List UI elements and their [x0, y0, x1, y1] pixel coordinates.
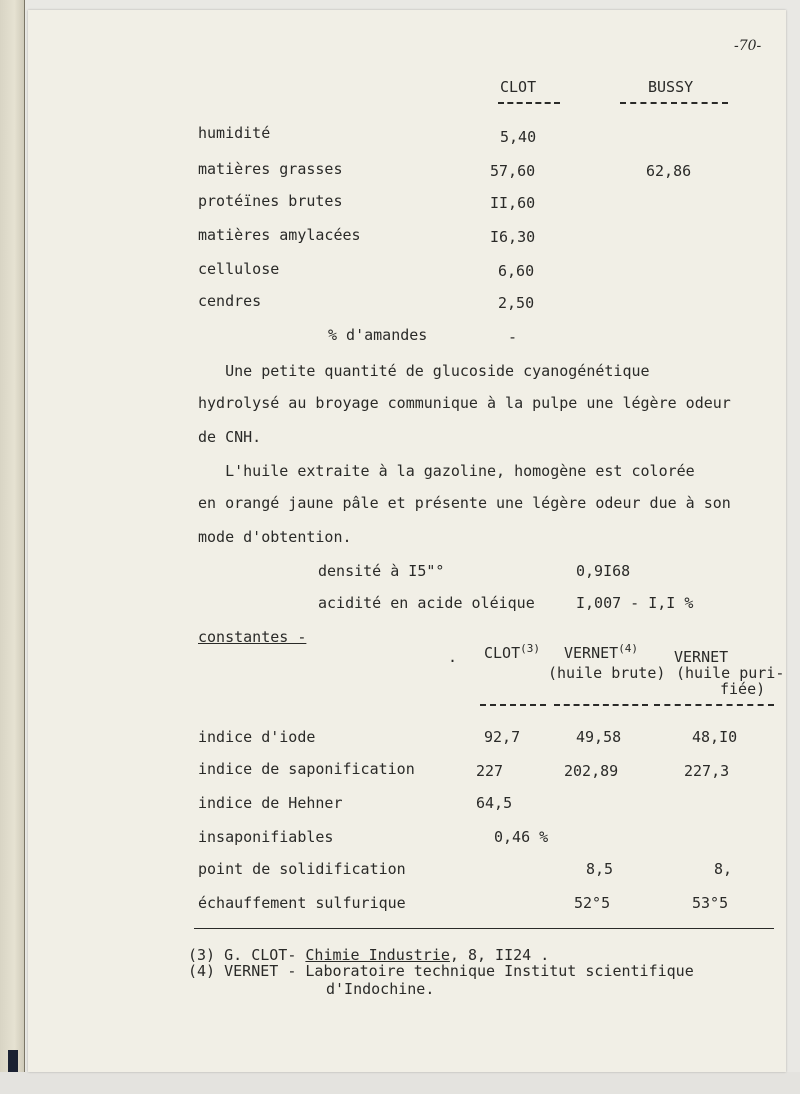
amandes-label: % d'amandes — [328, 326, 428, 344]
const-label: point de solidification — [198, 860, 406, 878]
const-vernet-purifiee-value: 53°5 — [692, 894, 729, 912]
comp-label: protéïnes brutes — [198, 192, 343, 210]
header-clot: CLOT — [500, 78, 537, 96]
paragraph-line: en orangé jaune pâle et présente une légère odeur due à son — [198, 494, 731, 512]
const-rule-vernet-brute — [554, 704, 648, 706]
const-sub-fiee: fiée) — [720, 680, 766, 698]
comp-bussy-value: 62,86 — [646, 162, 692, 180]
book-binding-edge — [0, 0, 25, 1094]
footnote-3: (3) G. CLOT- Chimie Industrie, 8, II24 . — [188, 946, 550, 964]
constantes-title: constantes - — [198, 628, 307, 646]
comp-label: cendres — [198, 292, 262, 310]
paragraph-line: hydrolysé au broyage communique à la pulpe une légère odeur — [198, 394, 731, 412]
const-clot-value: 0,46 % — [494, 828, 549, 846]
const-label: échauffement sulfurique — [198, 894, 406, 912]
const-vernet-purifiee-value: 48,I0 — [692, 728, 738, 746]
acidite-label: acidité en acide oléique — [318, 594, 535, 612]
const-clot-value: 64,5 — [476, 794, 513, 812]
comp-label: matières amylacées — [198, 226, 361, 244]
table-bullet: . — [448, 648, 458, 666]
scan-background — [0, 1072, 800, 1094]
comp-label: cellulose — [198, 260, 280, 278]
const-vernet-purifiee-value: 227,3 — [684, 762, 730, 780]
header-bussy: BUSSY — [648, 78, 694, 96]
const-header-vernet-purifiee: VERNET — [674, 648, 729, 666]
const-vernet-brute-value: 202,89 — [564, 762, 619, 780]
paragraph-line: Une petite quantité de glucoside cyanogénétique — [198, 362, 650, 380]
const-clot-value: 227 — [476, 762, 504, 780]
const-label: indice de Hehner — [198, 794, 343, 812]
comp-clot-value: 6,60 — [498, 262, 535, 280]
footnote-journal: Chimie Industrie — [305, 946, 450, 964]
const-header-clot: CLOT$^{(3)}$ — [484, 642, 540, 662]
header-bussy-rule — [620, 102, 728, 104]
const-vernet-brute-value: 52°5 — [574, 894, 611, 912]
densite-label: densité à I5"° — [318, 562, 445, 580]
footnote-marker: (4) — [188, 962, 216, 980]
comp-clot-value: 5,40 — [500, 128, 537, 146]
footnote-4: (4) VERNET - Laboratoire technique Institut scientifique — [188, 962, 694, 980]
const-header-vernet-brute: VERNET$^{(4)}$ — [564, 642, 639, 662]
comp-label: matières grasses — [198, 160, 343, 178]
comp-clot-value: 57,60 — [490, 162, 536, 180]
comp-clot-value: II,60 — [490, 194, 536, 212]
footnote-marker: (3) — [188, 946, 216, 964]
const-vernet-brute-value: 49,58 — [576, 728, 622, 746]
const-sub-huile-purifiee: (huile puri- — [676, 664, 785, 682]
comp-label: humidité — [198, 124, 271, 142]
const-vernet-brute-value: 8,5 — [586, 860, 614, 878]
paragraph-line: de CNH. — [198, 428, 262, 446]
document-page — [28, 10, 786, 1072]
const-label: indice de saponification — [198, 760, 415, 778]
const-label: indice d'iode — [198, 728, 316, 746]
const-sub-huile-brute: (huile brute) — [548, 664, 666, 682]
footnote-separator — [194, 928, 774, 929]
footnote-4-continuation: d'Indochine. — [326, 980, 435, 998]
densite-value: 0,9I68 — [576, 562, 631, 580]
const-label: insaponifiables — [198, 828, 334, 846]
amandes-value: - — [508, 328, 518, 346]
const-clot-value: 92,7 — [484, 728, 521, 746]
paragraph-line: L'huile extraite à la gazoline, homogène est colorée — [198, 462, 695, 480]
paragraph-line: mode d'obtention. — [198, 528, 352, 546]
comp-clot-value: I6,30 — [490, 228, 536, 246]
const-rule-vernet-purifiee — [654, 704, 774, 706]
comp-clot-value: 2,50 — [498, 294, 535, 312]
const-rule-clot — [480, 704, 546, 706]
header-clot-rule — [498, 102, 560, 104]
acidite-value: I,007 - I,I % — [576, 594, 694, 612]
const-vernet-purifiee-value: 8, — [714, 860, 733, 878]
page-number: -70- — [734, 38, 762, 54]
